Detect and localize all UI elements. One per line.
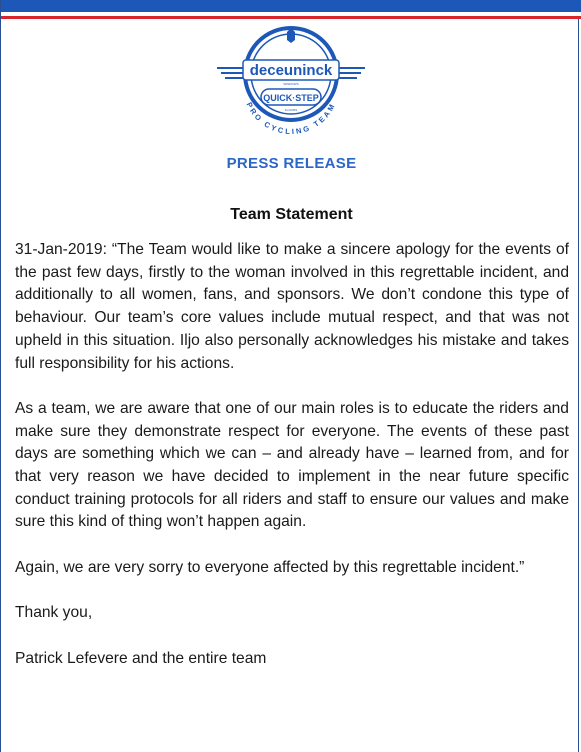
paragraph-signature: Patrick Lefevere and the entire team bbox=[15, 649, 267, 667]
statement-body bbox=[15, 239, 569, 670]
logo-small-bottom-text: FLOORS bbox=[284, 108, 298, 112]
header-blue-bar bbox=[1, 0, 581, 12]
logo-tagline-text: PRO CYCLING TEAM bbox=[244, 100, 338, 137]
deceuninck-quick-step-logo bbox=[213, 24, 369, 144]
logo-small-top-text: WINDOWS bbox=[283, 82, 299, 86]
paragraph-sorry: Again, we are very sorry to everyone affected by this regrettable incident.” bbox=[15, 558, 525, 576]
logo-brand-text: deceuninck bbox=[249, 62, 333, 79]
paragraph-thank-you: Thank you, bbox=[15, 604, 93, 622]
paragraph-team-role: As a team, we are aware that one of our main roles is to educate the riders and make sure they demonstrate respect for everyone. The events of these past days are something which we can – and already have – learned from, and for that very reason we have decided to implement in the near future specific conduct training protocols for all riders and staff to ensure our values and make sure this kind of thing won’t happen again. bbox=[15, 399, 569, 531]
logo-sub-brand-text: QUICK·STEP bbox=[263, 93, 319, 103]
press-release-label: PRESS RELEASE bbox=[226, 155, 357, 172]
paragraph-apology: 31-Jan-2019: “The Team would like to make a sincere apology for the events of the past few days, firstly to the woman involved in this regrettable incident, and additionally to all women, fans, and sponsors. We don’t condone this type of behaviour. Our team’s core values include mutual respect, and that was not upheld in this situation. Iljo also personally acknowledges his mistake and takes full responsibility for his actions. bbox=[15, 241, 569, 372]
header-red-stripe bbox=[1, 16, 581, 19]
statement-title: Team Statement bbox=[230, 206, 353, 223]
